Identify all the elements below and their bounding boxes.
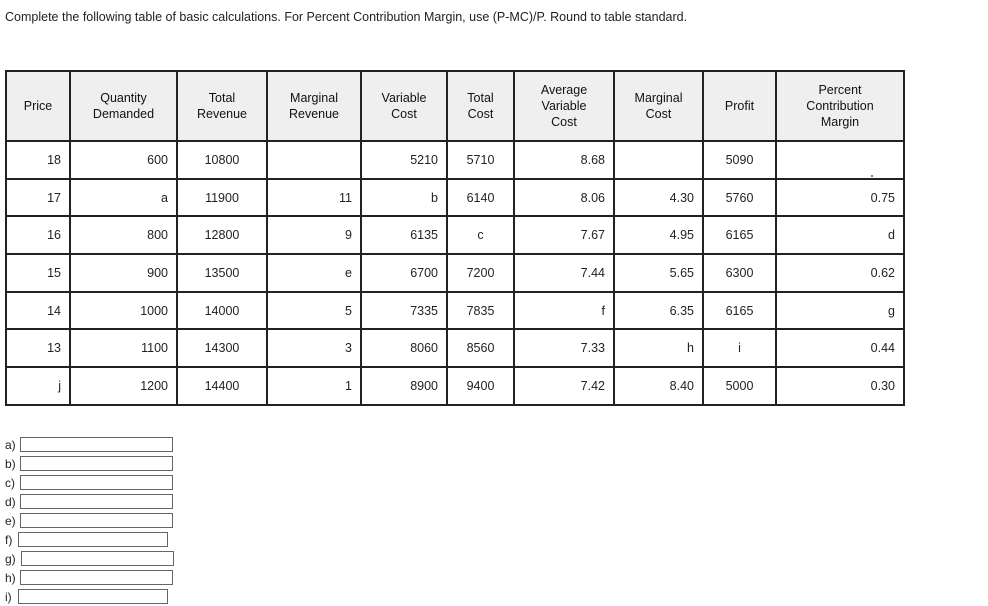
- cell-price: 18: [6, 141, 70, 179]
- cell-percent-contribution-margin: 0.44: [776, 329, 904, 367]
- table-header-row: [6, 71, 904, 141]
- answer-row-d: [5, 492, 185, 511]
- cell-variable-cost: b: [361, 179, 447, 217]
- header-total-cost: Total Cost: [447, 71, 514, 141]
- calculations-table: [5, 70, 905, 406]
- cell-profit: i: [703, 329, 776, 367]
- answer-input-h[interactable]: [20, 570, 173, 585]
- cell-profit: 5760: [703, 179, 776, 217]
- cell-price: 13: [6, 329, 70, 367]
- cell-price: 15: [6, 254, 70, 292]
- cell-average-variable-cost: 7.44: [514, 254, 614, 292]
- cell-quantity-demanded: 600: [70, 141, 177, 179]
- cell-average-variable-cost: f: [514, 292, 614, 330]
- cell-marginal-revenue: e: [267, 254, 361, 292]
- header-profit: Profit: [703, 71, 776, 141]
- cell-average-variable-cost: 8.68: [514, 141, 614, 179]
- cell-quantity-demanded: 1000: [70, 292, 177, 330]
- answer-input-a[interactable]: [20, 437, 173, 452]
- cell-price: 16: [6, 216, 70, 254]
- cell-total-cost: 7835: [447, 292, 514, 330]
- table-row: [6, 141, 904, 179]
- cell-quantity-demanded: a: [70, 179, 177, 217]
- cell-price: 14: [6, 292, 70, 330]
- cell-percent-contribution-margin: 0.75: [776, 179, 904, 217]
- answer-input-i[interactable]: [18, 589, 168, 604]
- answer-input-e[interactable]: [20, 513, 173, 528]
- header-marginal-cost: Marginal Cost: [614, 71, 703, 141]
- cell-total-revenue: 14000: [177, 292, 267, 330]
- cell-price: 17: [6, 179, 70, 217]
- header-variable-cost: Variable Cost: [361, 71, 447, 141]
- cell-percent-contribution-margin: g: [776, 292, 904, 330]
- cell-total-revenue: 13500: [177, 254, 267, 292]
- cell-percent-contribution-margin: [776, 141, 904, 179]
- cell-average-variable-cost: 7.67: [514, 216, 614, 254]
- cell-marginal-revenue: [267, 141, 361, 179]
- cell-profit: 5000: [703, 367, 776, 405]
- table-row: [6, 292, 904, 330]
- answer-label-h: h): [5, 570, 16, 585]
- cell-total-revenue: 11900: [177, 179, 267, 217]
- cell-variable-cost: 5210: [361, 141, 447, 179]
- answer-label-f: f): [5, 532, 13, 547]
- cell-marginal-cost: 4.95: [614, 216, 703, 254]
- cell-marginal-cost: 5.65: [614, 254, 703, 292]
- table-row: [6, 216, 904, 254]
- header-average-variable-cost: Average Variable Cost: [514, 71, 614, 141]
- answer-label-a: a): [5, 437, 16, 452]
- cell-total-cost: 5710: [447, 141, 514, 179]
- cell-marginal-cost: 8.40: [614, 367, 703, 405]
- cell-percent-contribution-margin: d: [776, 216, 904, 254]
- answer-label-i: i): [5, 589, 12, 604]
- cell-percent-contribution-margin: 0.30: [776, 367, 904, 405]
- cell-marginal-cost: 6.35: [614, 292, 703, 330]
- cell-total-cost: 7200: [447, 254, 514, 292]
- header-percent-contribution-margin: Percent Contribution Margin: [776, 71, 904, 141]
- cell-marginal-revenue: 9: [267, 216, 361, 254]
- cell-average-variable-cost: 7.42: [514, 367, 614, 405]
- cell-profit: 6300: [703, 254, 776, 292]
- cell-total-cost: c: [447, 216, 514, 254]
- cell-variable-cost: 8900: [361, 367, 447, 405]
- cell-marginal-revenue: 5: [267, 292, 361, 330]
- header-total-revenue: Total Revenue: [177, 71, 267, 141]
- cell-percent-contribution-margin: 0.62: [776, 254, 904, 292]
- table-row: [6, 329, 904, 367]
- answer-row-f: [5, 530, 185, 549]
- answer-row-b: [5, 454, 185, 473]
- table-row: [6, 254, 904, 292]
- cell-marginal-cost: h: [614, 329, 703, 367]
- cell-profit: 6165: [703, 292, 776, 330]
- cell-average-variable-cost: 7.33: [514, 329, 614, 367]
- cell-variable-cost: 8060: [361, 329, 447, 367]
- answer-input-f[interactable]: [18, 532, 168, 547]
- table-row: [6, 179, 904, 217]
- cell-marginal-cost: [614, 141, 703, 179]
- answer-row-e: [5, 511, 185, 530]
- header-marginal-revenue: Marginal Revenue: [267, 71, 361, 141]
- cell-variable-cost: 6135: [361, 216, 447, 254]
- answer-row-i: [5, 587, 185, 606]
- answer-label-c: c): [5, 475, 15, 490]
- answer-label-d: d): [5, 494, 16, 509]
- answer-row-c: [5, 473, 185, 492]
- cell-total-cost: 9400: [447, 367, 514, 405]
- cell-total-cost: 8560: [447, 329, 514, 367]
- cell-profit: 6165: [703, 216, 776, 254]
- cell-marginal-revenue: 3: [267, 329, 361, 367]
- answer-row-a: [5, 435, 185, 454]
- answer-label-g: g): [5, 551, 16, 566]
- header-price: Price: [6, 71, 70, 141]
- cell-marginal-revenue: 1: [267, 367, 361, 405]
- cell-marginal-revenue: 11: [267, 179, 361, 217]
- answer-input-b[interactable]: [20, 456, 173, 471]
- cell-quantity-demanded: 800: [70, 216, 177, 254]
- cell-average-variable-cost: 8.06: [514, 179, 614, 217]
- cell-profit: 5090: [703, 141, 776, 179]
- table-row: [6, 367, 904, 405]
- cell-total-revenue: 14400: [177, 367, 267, 405]
- cell-quantity-demanded: 1200: [70, 367, 177, 405]
- answer-label-e: e): [5, 513, 16, 528]
- cell-quantity-demanded: 900: [70, 254, 177, 292]
- cell-marginal-cost: 4.30: [614, 179, 703, 217]
- cell-total-revenue: 12800: [177, 216, 267, 254]
- instructions-text: Complete the following table of basic calculations. For Percent Contribution Margin, use (P-MC)/P. Round to table standard.: [5, 10, 688, 24]
- cell-total-revenue: 10800: [177, 141, 267, 179]
- cell-price: j: [6, 367, 70, 405]
- answer-list: [5, 435, 185, 606]
- cell-variable-cost: 7335: [361, 292, 447, 330]
- answer-row-h: [5, 568, 185, 587]
- answer-label-b: b): [5, 456, 16, 471]
- answer-input-g[interactable]: [21, 551, 174, 566]
- stray-mark: [871, 175, 873, 177]
- answer-row-g: [5, 549, 185, 568]
- cell-quantity-demanded: 1100: [70, 329, 177, 367]
- answer-input-d[interactable]: [20, 494, 173, 509]
- header-quantity-demanded: Quantity Demanded: [70, 71, 177, 141]
- cell-variable-cost: 6700: [361, 254, 447, 292]
- cell-total-revenue: 14300: [177, 329, 267, 367]
- answer-input-c[interactable]: [20, 475, 173, 490]
- cell-total-cost: 6140: [447, 179, 514, 217]
